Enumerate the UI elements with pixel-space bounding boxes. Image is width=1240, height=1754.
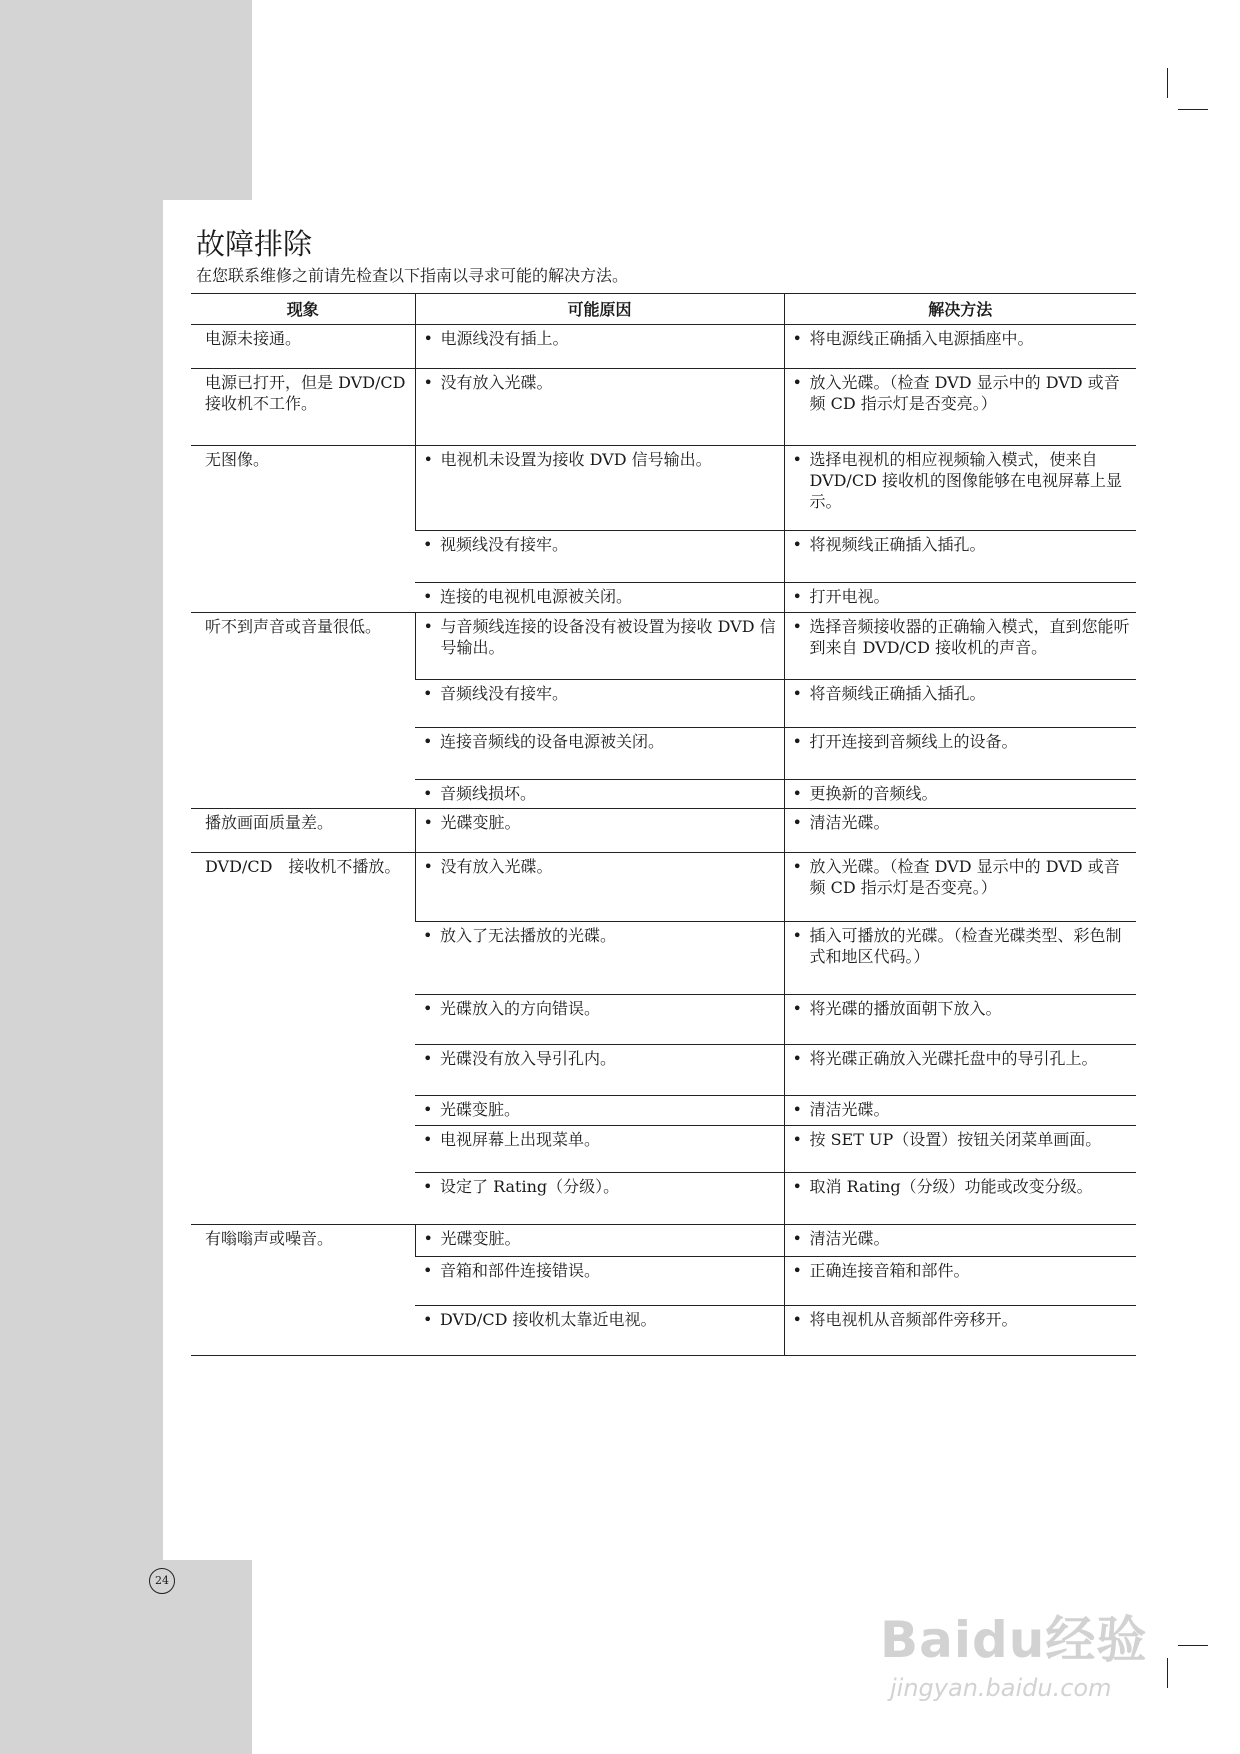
bullet-icon: • bbox=[792, 1130, 802, 1149]
bullet-icon: • bbox=[792, 999, 802, 1018]
crop-mark bbox=[1178, 1645, 1208, 1646]
bullet-icon: • bbox=[423, 587, 433, 606]
solution-cell bbox=[784, 1045, 1136, 1096]
bullet-icon: • bbox=[792, 329, 802, 348]
cause-text: 设定了 Rating（分级）。 bbox=[440, 1177, 620, 1196]
solution-cell bbox=[784, 325, 1136, 369]
bullet-icon: • bbox=[792, 813, 802, 832]
cause-text: 音频线没有接牢。 bbox=[440, 684, 569, 703]
solution-text: 放入光碟。（检查 DVD 显示中的 DVD 或音频 CD 指示灯是否变亮。） bbox=[809, 373, 1120, 413]
cause-cell bbox=[415, 809, 784, 853]
cause-text: 放入了无法播放的光碟。 bbox=[440, 926, 617, 945]
cause-text: 没有放入光碟。 bbox=[440, 373, 553, 392]
cause-cell bbox=[415, 853, 784, 922]
cause-text: 连接音频线的设备电源被关闭。 bbox=[440, 732, 665, 751]
solution-cell bbox=[784, 1257, 1136, 1306]
solution-cell bbox=[784, 583, 1136, 613]
table-row bbox=[191, 809, 1136, 853]
symptom-cell: DVD/CD 接收机不播放。 bbox=[191, 853, 415, 1225]
bullet-icon: • bbox=[423, 1177, 433, 1196]
bullet-icon: • bbox=[792, 1310, 802, 1329]
solution-cell bbox=[784, 680, 1136, 728]
bullet-icon: • bbox=[792, 684, 802, 703]
cause-text: 电视机未设置为接收 DVD 信号输出。 bbox=[440, 450, 712, 469]
cause-cell bbox=[415, 995, 784, 1045]
bullet-icon: • bbox=[423, 373, 433, 392]
bullet-icon: • bbox=[792, 1100, 802, 1119]
troubleshooting-table-grid bbox=[191, 293, 1136, 1356]
cause-cell bbox=[415, 583, 784, 613]
solution-cell bbox=[784, 531, 1136, 583]
table-row bbox=[191, 1225, 1136, 1257]
symptom-cell: 电源已打开，但是 DVD/CD 接收机不工作。 bbox=[191, 369, 415, 446]
cause-cell bbox=[415, 531, 784, 583]
cause-text: 光碟变脏。 bbox=[440, 813, 521, 832]
cause-cell bbox=[415, 325, 784, 369]
bullet-icon: • bbox=[423, 784, 433, 803]
bullet-icon: • bbox=[792, 1261, 802, 1280]
cause-text: 电视屏幕上出现菜单。 bbox=[440, 1130, 601, 1149]
solution-cell bbox=[784, 369, 1136, 446]
symptom-cell: 播放画面质量差。 bbox=[191, 809, 415, 853]
left-margin-band bbox=[0, 0, 163, 1754]
cause-cell bbox=[415, 1306, 784, 1356]
bullet-icon: • bbox=[423, 1130, 433, 1149]
cause-cell bbox=[415, 1257, 784, 1306]
solution-text: 清洁光碟。 bbox=[809, 1229, 890, 1248]
solution-text: 将光碟正确放入光碟托盘中的导引孔上。 bbox=[809, 1049, 1098, 1068]
bullet-icon: • bbox=[792, 784, 802, 803]
cause-text: 光碟变脏。 bbox=[440, 1229, 521, 1248]
solution-cell bbox=[784, 853, 1136, 922]
cause-text: 音频线损坏。 bbox=[440, 784, 537, 803]
symptom-cell: 有嗡嗡声或噪音。 bbox=[191, 1225, 415, 1356]
watermark-brand: Baidu经验 bbox=[880, 1611, 1148, 1669]
bullet-icon: • bbox=[423, 1261, 433, 1280]
baidu-watermark bbox=[880, 1600, 1180, 1730]
cause-cell bbox=[415, 1096, 784, 1126]
cause-text: 视频线没有接牢。 bbox=[440, 535, 569, 554]
cause-cell bbox=[415, 446, 784, 531]
crop-mark bbox=[1178, 109, 1208, 110]
bullet-icon: • bbox=[792, 1229, 802, 1248]
bullet-icon: • bbox=[423, 1049, 433, 1068]
cause-text: 光碟变脏。 bbox=[440, 1100, 521, 1119]
table-row bbox=[191, 613, 1136, 680]
cause-cell bbox=[415, 1173, 784, 1225]
bullet-icon: • bbox=[423, 813, 433, 832]
cause-text: 连接的电视机电源被关闭。 bbox=[440, 587, 633, 606]
solution-text: 将音频线正确插入插孔。 bbox=[809, 684, 986, 703]
solution-cell bbox=[784, 1126, 1136, 1173]
bullet-icon: • bbox=[423, 535, 433, 554]
solution-text: 插入可播放的光碟。（检查光碟类型、彩色制式和地区代码。） bbox=[809, 926, 1122, 966]
solution-text: 按 SET UP（设置）按钮关闭菜单画面。 bbox=[809, 1130, 1102, 1149]
solution-text: 将光碟的播放面朝下放入。 bbox=[809, 999, 1002, 1018]
solution-text: 清洁光碟。 bbox=[809, 1100, 890, 1119]
solution-text: 打开电视。 bbox=[809, 587, 890, 606]
solution-cell bbox=[784, 1225, 1136, 1257]
symptom-cell: 电源未接通。 bbox=[191, 325, 415, 369]
bullet-icon: • bbox=[423, 732, 433, 751]
cause-text: 没有放入光碟。 bbox=[440, 857, 553, 876]
cause-cell bbox=[415, 1045, 784, 1096]
solution-text: 清洁光碟。 bbox=[809, 813, 890, 832]
solution-cell bbox=[784, 809, 1136, 853]
bullet-icon: • bbox=[423, 1310, 433, 1329]
table-row bbox=[191, 853, 1136, 922]
table-row bbox=[191, 446, 1136, 531]
cause-cell bbox=[415, 369, 784, 446]
solution-text: 放入光碟。（检查 DVD 显示中的 DVD 或音频 CD 指示灯是否变亮。） bbox=[809, 857, 1120, 897]
bullet-icon: • bbox=[792, 535, 802, 554]
cause-cell bbox=[415, 680, 784, 728]
solution-text: 将电视机从音频部件旁移开。 bbox=[809, 1310, 1018, 1329]
bullet-icon: • bbox=[792, 450, 802, 469]
symptom-cell: 无图像。 bbox=[191, 446, 415, 613]
crop-mark bbox=[1167, 68, 1168, 98]
solution-text: 选择音频接收器的正确输入模式，直到您能听到来自 DVD/CD 接收机的声音。 bbox=[809, 617, 1130, 657]
symptom-cell: 听不到声音或音量很低。 bbox=[191, 613, 415, 809]
header-symptom: 现象 bbox=[191, 294, 415, 325]
solution-text: 正确连接音箱和部件。 bbox=[809, 1261, 970, 1280]
solution-cell bbox=[784, 780, 1136, 809]
cause-cell bbox=[415, 1126, 784, 1173]
solution-cell bbox=[784, 922, 1136, 995]
solution-text: 选择电视机的相应视频输入模式，使来自 DVD/CD 接收机的图像能够在电视屏幕上显示。 bbox=[809, 450, 1122, 511]
solution-text: 将视频线正确插入插孔。 bbox=[809, 535, 986, 554]
cause-text: DVD/CD 接收机太靠近电视。 bbox=[440, 1310, 657, 1329]
solution-text: 取消 Rating（分级）功能或改变分级。 bbox=[809, 1177, 1093, 1196]
bullet-icon: • bbox=[792, 732, 802, 751]
solution-cell bbox=[784, 613, 1136, 680]
bottom-margin-band bbox=[163, 1560, 252, 1754]
solution-cell bbox=[784, 1096, 1136, 1126]
table-row bbox=[191, 325, 1136, 369]
table-row bbox=[191, 369, 1136, 446]
table-header-row bbox=[191, 294, 1136, 325]
top-margin-band bbox=[0, 0, 252, 200]
bullet-icon: • bbox=[423, 684, 433, 703]
bullet-icon: • bbox=[792, 587, 802, 606]
bullet-icon: • bbox=[423, 450, 433, 469]
bullet-icon: • bbox=[423, 999, 433, 1018]
cause-cell bbox=[415, 1225, 784, 1257]
bullet-icon: • bbox=[792, 1049, 802, 1068]
cause-cell bbox=[415, 780, 784, 809]
solution-cell bbox=[784, 995, 1136, 1045]
bullet-icon: • bbox=[792, 926, 802, 945]
watermark-url: jingyan.baidu.com bbox=[890, 1674, 1112, 1702]
bullet-icon: • bbox=[423, 1229, 433, 1248]
cause-text: 音箱和部件连接错误。 bbox=[440, 1261, 601, 1280]
page-title: 故障排除 bbox=[196, 227, 313, 261]
cause-text: 光碟没有放入导引孔内。 bbox=[440, 1049, 617, 1068]
bullet-icon: • bbox=[792, 857, 802, 876]
troubleshooting-table bbox=[191, 293, 1136, 1356]
solution-cell bbox=[784, 1306, 1136, 1356]
bullet-icon: • bbox=[423, 926, 433, 945]
cause-cell bbox=[415, 922, 784, 995]
solution-cell bbox=[784, 728, 1136, 780]
solution-text: 更换新的音频线。 bbox=[809, 784, 938, 803]
solution-cell bbox=[784, 446, 1136, 531]
bullet-icon: • bbox=[423, 857, 433, 876]
page-number: 24 bbox=[149, 1568, 175, 1594]
cause-cell bbox=[415, 613, 784, 680]
solution-text: 打开连接到音频线上的设备。 bbox=[809, 732, 1018, 751]
solution-cell bbox=[784, 1173, 1136, 1225]
cause-cell bbox=[415, 728, 784, 780]
bullet-icon: • bbox=[792, 617, 802, 636]
header-solution: 解决方法 bbox=[784, 294, 1136, 325]
cause-text: 电源线没有插上。 bbox=[440, 329, 569, 348]
cause-text: 与音频线连接的设备没有被设置为接收 DVD 信号输出。 bbox=[440, 617, 776, 657]
bullet-icon: • bbox=[792, 373, 802, 392]
solution-text: 将电源线正确插入电源插座中。 bbox=[809, 329, 1034, 348]
intro-text: 在您联系维修之前请先检查以下指南以寻求可能的解决方法。 bbox=[196, 266, 629, 285]
cause-text: 光碟放入的方向错误。 bbox=[440, 999, 601, 1018]
header-cause: 可能原因 bbox=[415, 294, 784, 325]
bullet-icon: • bbox=[423, 1100, 433, 1119]
bullet-icon: • bbox=[792, 1177, 802, 1196]
bullet-icon: • bbox=[423, 617, 433, 636]
bullet-icon: • bbox=[423, 329, 433, 348]
